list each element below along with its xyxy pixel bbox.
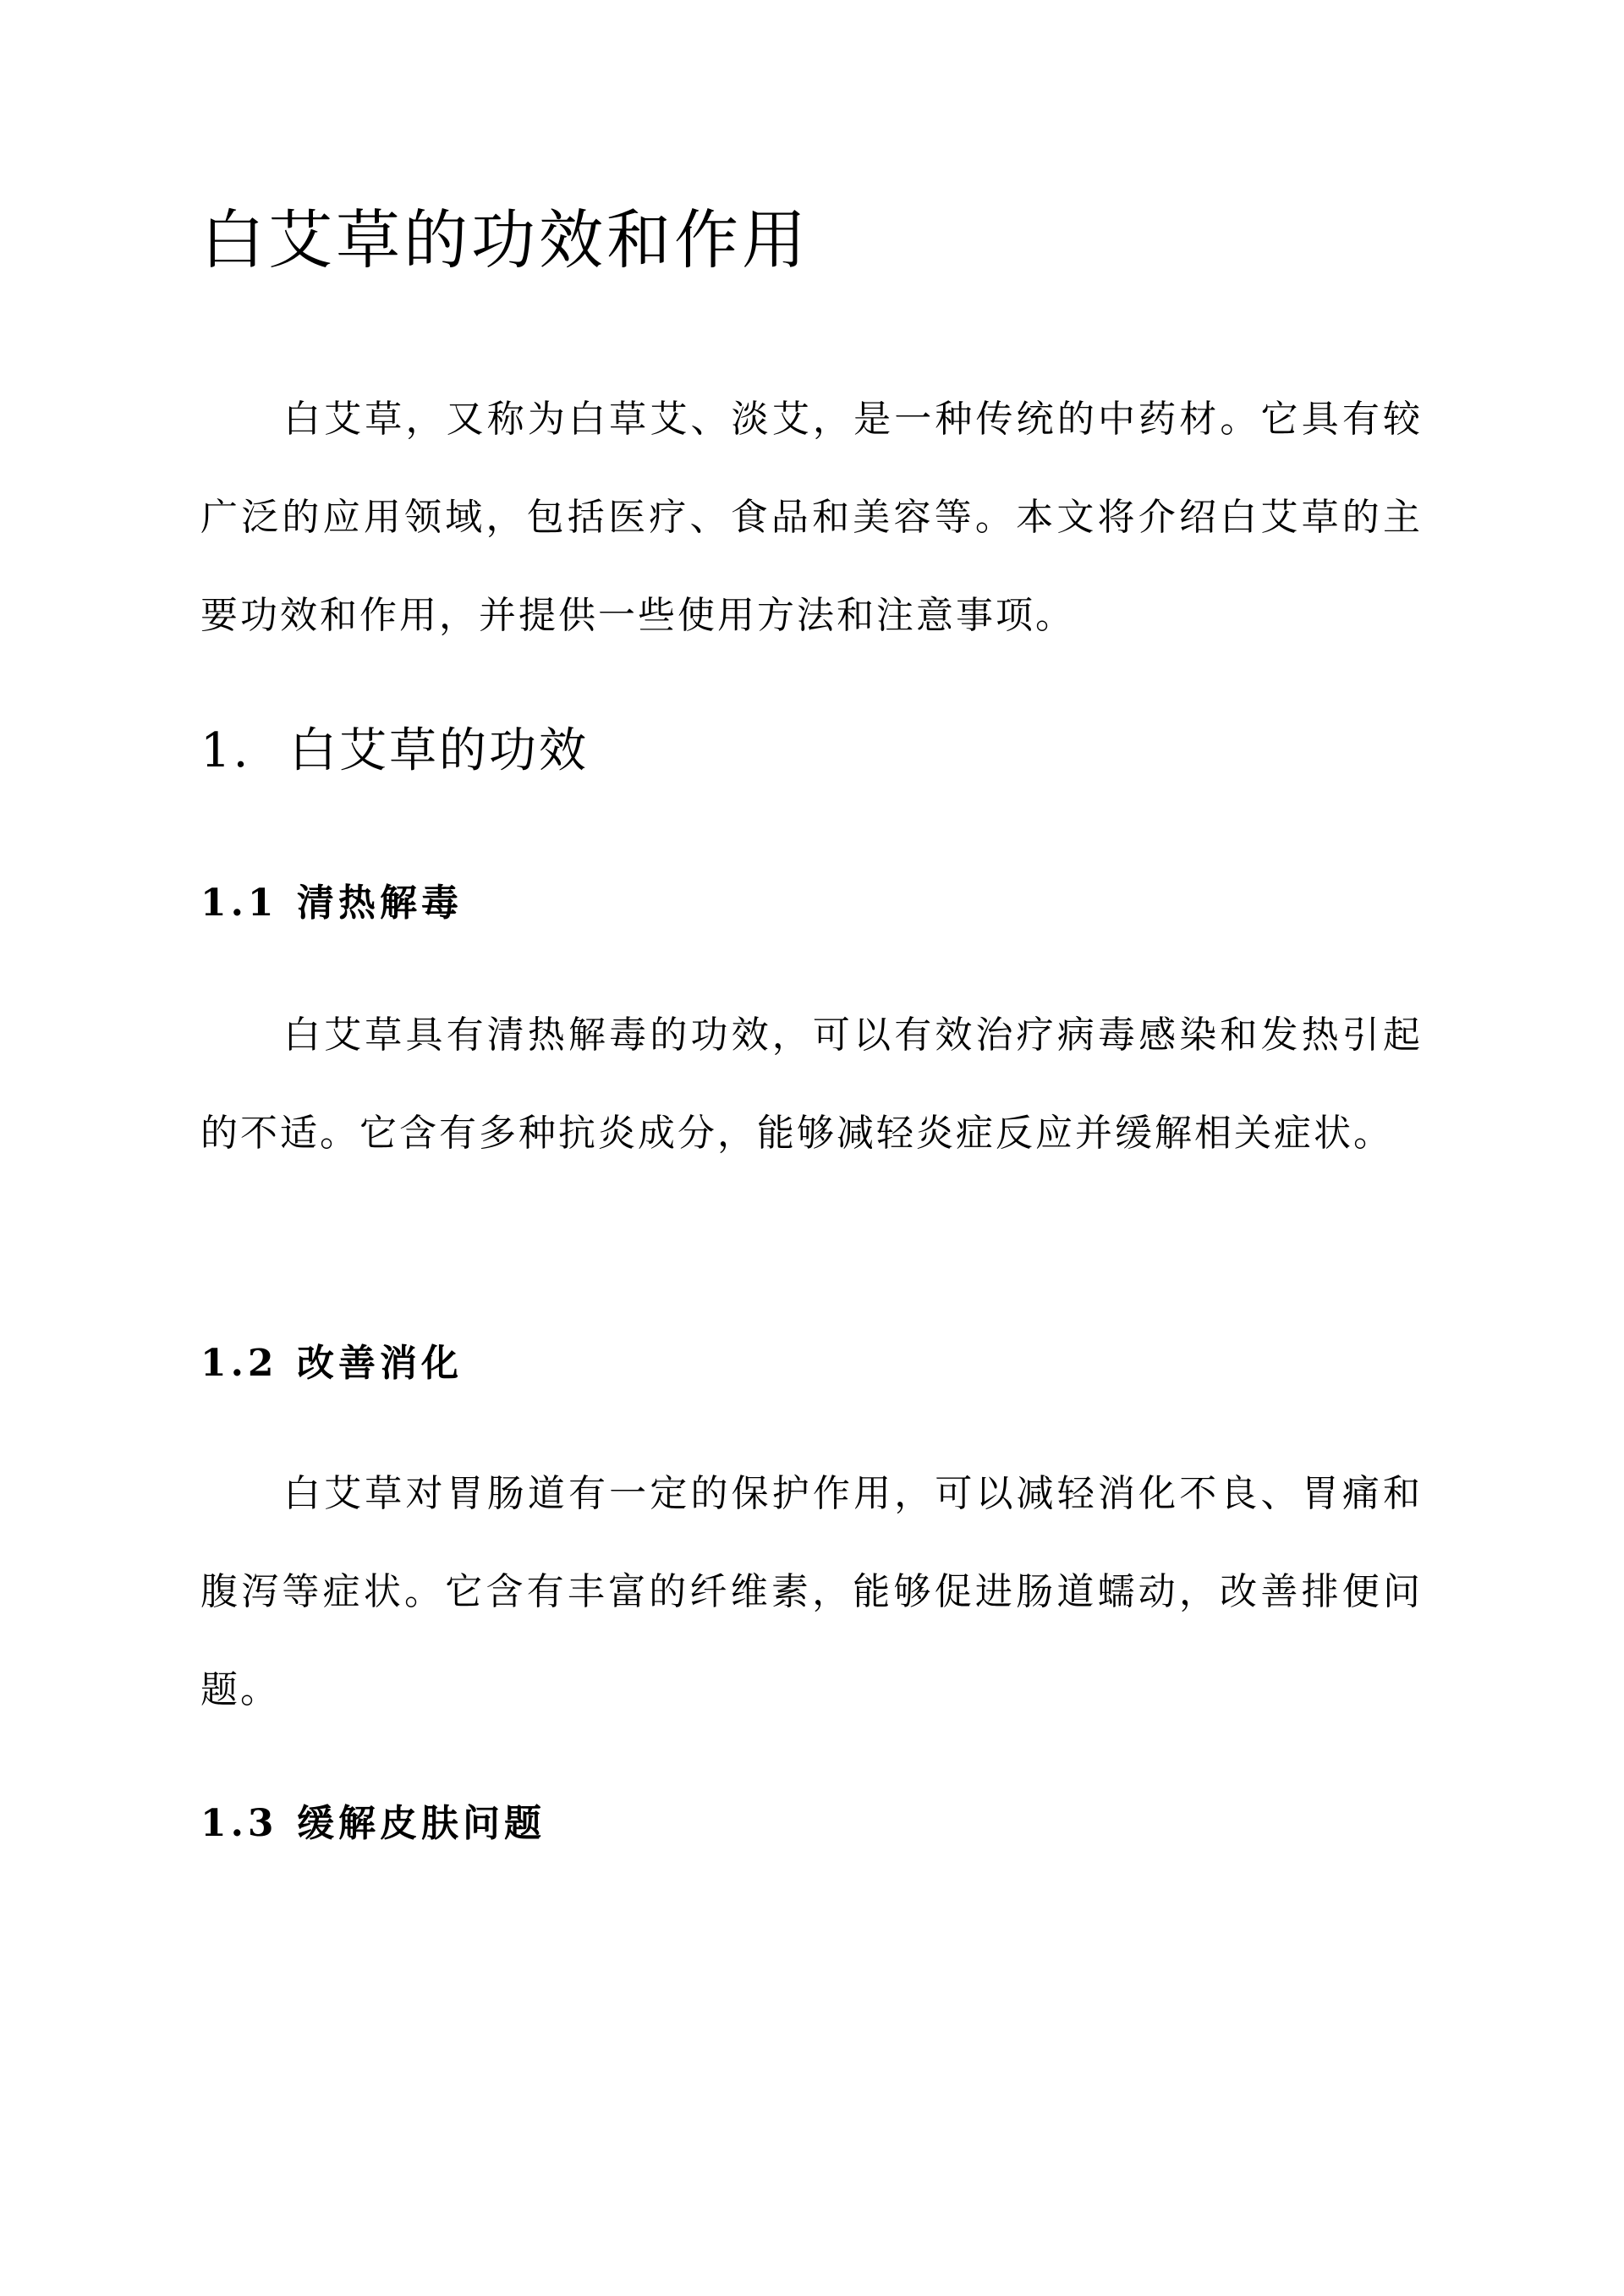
subsection-title: 缓解皮肤问题: [297, 1802, 546, 1845]
section-title: 白艾草的功效: [289, 723, 589, 778]
subsection-paragraph-1-2: 白艾草对胃肠道有一定的保护作用，可以减轻消化不良、胃痛和腹泻等症状。它含有丰富的纤维素，能够促进肠道蠕动，改善排便问题。: [200, 1472, 1423, 1711]
subsection-number: 1.1: [200, 882, 278, 925]
subsection-heading-1-3: [200, 1799, 546, 1849]
intro-paragraph: 白艾草，又称为白草艾、淡艾，是一种传统的中药材。它具有较广泛的应用领域，包括医疗、食品和美容等。本文将介绍白艾草的主要功效和作用，并提供一些使用方法和注意事项。: [200, 398, 1423, 637]
subsection-number: 1.3: [200, 1802, 278, 1845]
subsection-heading-1-2: [200, 1338, 463, 1389]
section-number: 1.: [200, 723, 251, 778]
subsection-heading-1-1: [200, 878, 463, 929]
document-title: 白艾草的功效和作用: [200, 202, 809, 277]
subsection-title: 清热解毒: [297, 882, 463, 925]
subsection-title: 改善消化: [297, 1342, 463, 1385]
subsection-paragraph-1-1: 白艾草具有清热解毒的功效，可以有效治疗病毒感染和发热引起的不适。它含有多种抗炎成分，能够减轻炎症反应并缓解相关症状。: [200, 1013, 1423, 1155]
section-heading: [200, 717, 589, 785]
subsection-number: 1.2: [200, 1342, 278, 1385]
